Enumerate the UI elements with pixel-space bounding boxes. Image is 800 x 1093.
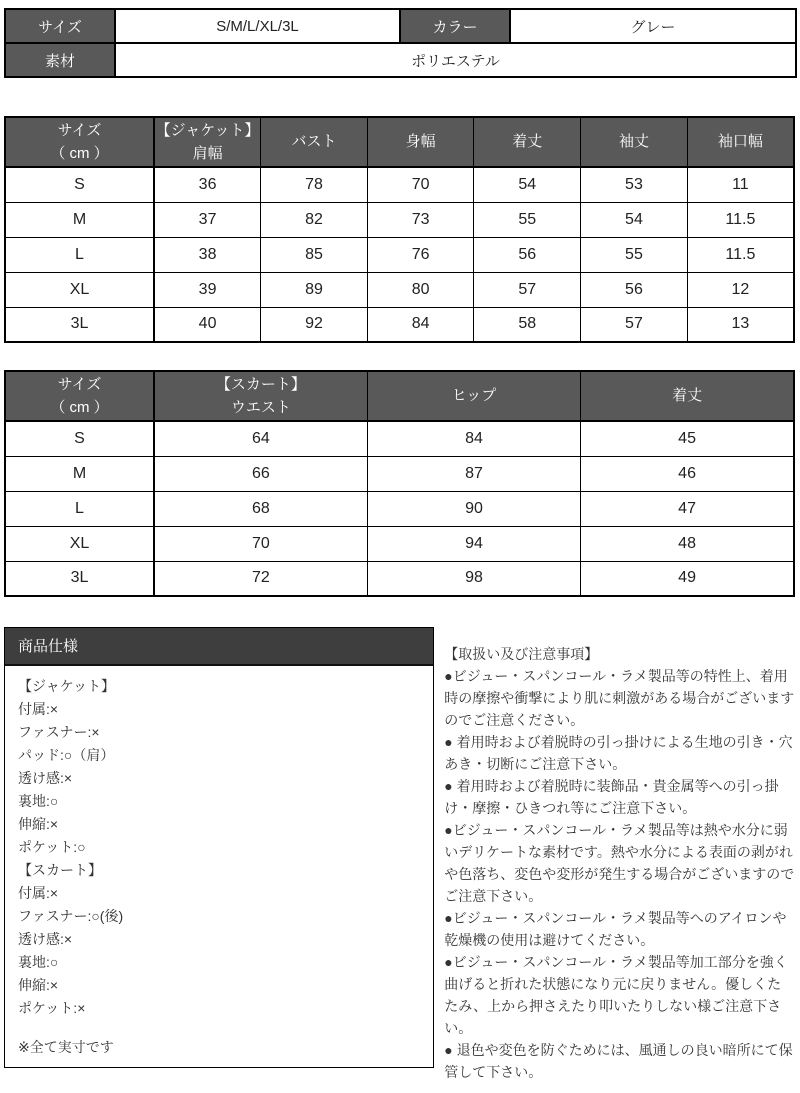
table-cell: 80 [367, 272, 474, 307]
text-line: 伸縮:× [18, 816, 59, 832]
table-cell: 45 [581, 421, 794, 456]
skirt-header-size [5, 371, 154, 421]
row-size-cell: S [5, 167, 154, 202]
table-cell: 13 [687, 307, 794, 342]
table-cell: 39 [154, 272, 261, 307]
row-size-cell: XL [5, 272, 154, 307]
jacket-size-table [4, 116, 795, 343]
care-notes-list [444, 665, 795, 1083]
row-size-cell: XL [5, 526, 154, 561]
text-line: ● 着用時および着脱時に装飾品・貴金属等への引っ掛け・摩擦・ひきつれ等にご注意下さい。 [444, 778, 779, 816]
skirt-header-size-line2: （ cm ） [50, 399, 109, 416]
table-row [5, 202, 794, 237]
text-line: 【ジャケット】 [18, 678, 116, 694]
table-row [5, 272, 794, 307]
jacket-header-bust: バスト [261, 117, 368, 167]
table-row [5, 526, 794, 561]
skirt-size-table [4, 370, 795, 597]
table-cell: 68 [154, 491, 367, 526]
jacket-header-cuff: 袖口幅 [687, 117, 794, 167]
table-cell: 85 [261, 237, 368, 272]
skirt-header-waist [154, 371, 367, 421]
text-line: ● 着用時および着脱時の引っ掛けによる生地の引き・穴あき・切断にご注意下さい。 [444, 734, 793, 772]
skirt-header-group: 【スカート】 [215, 375, 306, 393]
care-notes [444, 627, 795, 1083]
table-cell: 54 [474, 167, 581, 202]
table-cell: 57 [474, 272, 581, 307]
skirt-header-row [5, 371, 794, 421]
table-cell: 64 [154, 421, 367, 456]
table-row [5, 307, 794, 342]
color-label-cell: カラー [400, 9, 510, 43]
bottom-section [4, 627, 795, 1083]
jacket-header-sleeve: 袖丈 [581, 117, 688, 167]
table-cell: 70 [154, 526, 367, 561]
table-cell: 76 [367, 237, 474, 272]
text-line: ファスナー:○(後) [18, 908, 124, 924]
text-line: 伸縮:× [18, 977, 59, 993]
text-line: 【スカート】 [18, 862, 102, 878]
table-cell: 66 [154, 456, 367, 491]
table-row [5, 491, 794, 526]
table-cell: 94 [367, 526, 580, 561]
table-cell: 98 [367, 561, 580, 596]
row-size-cell: M [5, 456, 154, 491]
table-cell: 55 [474, 202, 581, 237]
summary-row-material [5, 43, 796, 77]
material-value-cell: ポリエステル [115, 43, 796, 77]
table-cell: 46 [581, 456, 794, 491]
product-spec-box [4, 627, 434, 1068]
color-value-cell: グレー [510, 9, 796, 43]
row-size-cell: L [5, 491, 154, 526]
summary-table [4, 8, 797, 78]
table-row [5, 561, 794, 596]
skirt-header-waist-label: ウエスト [230, 399, 291, 416]
skirt-header-size-line1: サイズ [57, 375, 102, 393]
table-cell: 57 [581, 307, 688, 342]
table-cell: 47 [581, 491, 794, 526]
product-spec-body [5, 666, 433, 1067]
text-line: 透け感:× [18, 770, 73, 786]
size-label-cell: サイズ [5, 9, 115, 43]
table-cell: 38 [154, 237, 261, 272]
table-cell: 70 [367, 167, 474, 202]
table-row [5, 167, 794, 202]
text-line: ファスナー:× [18, 724, 100, 740]
care-notes-title: 【取扱い及び注意事項】 [444, 646, 599, 662]
text-line: 裏地:○ [18, 793, 59, 809]
jacket-header-length: 着丈 [474, 117, 581, 167]
table-cell: 72 [154, 561, 367, 596]
table-cell: 54 [581, 202, 688, 237]
table-cell: 56 [474, 237, 581, 272]
table-cell: 58 [474, 307, 581, 342]
size-value-cell: S/M/L/XL/3L [115, 9, 400, 43]
table-cell: 90 [367, 491, 580, 526]
text-line: パッド:○（肩） [18, 747, 115, 763]
row-size-cell: S [5, 421, 154, 456]
table-cell: 48 [581, 526, 794, 561]
row-size-cell: 3L [5, 561, 154, 596]
skirt-header-hip: ヒップ [367, 371, 580, 421]
jacket-header-size-line2: （ cm ） [50, 145, 109, 162]
table-row [5, 421, 794, 456]
product-spec-title: 商品仕様 [5, 628, 433, 666]
table-cell: 53 [581, 167, 688, 202]
text-line: ●ビジュー・スパンコール・ラメ製品等は熱や水分に弱いデリケートな素材です。熱や水分による表面の剥がれや色落ち、変色や変形が発生する場合がございますのでご注意下さい。 [444, 822, 795, 904]
text-line: 付属:× [18, 701, 59, 717]
table-cell: 11.5 [687, 202, 794, 237]
table-cell: 78 [261, 167, 368, 202]
table-cell: 56 [581, 272, 688, 307]
text-line: ●ビジュー・スパンコール・ラメ製品等加工部分を強く曲げると折れた状態になり元に戻りません。優しくたたみ、上から押さえたり叩いたりしない様ご注意下さい。 [444, 954, 788, 1036]
jacket-header-shoulder [154, 117, 261, 167]
table-cell: 84 [367, 307, 474, 342]
table-cell: 55 [581, 237, 688, 272]
jacket-header-size [5, 117, 154, 167]
text-line: 透け感:× [18, 931, 73, 947]
skirt-header-length: 着丈 [581, 371, 794, 421]
table-cell: 92 [261, 307, 368, 342]
table-cell: 12 [687, 272, 794, 307]
actual-measurement-note: ※全て実寸です [18, 1039, 114, 1055]
jacket-header-row [5, 117, 794, 167]
row-size-cell: 3L [5, 307, 154, 342]
table-cell: 87 [367, 456, 580, 491]
jacket-header-group: 【ジャケット】 [155, 121, 260, 139]
table-row [5, 456, 794, 491]
material-label-cell: 素材 [5, 43, 115, 77]
table-cell: 84 [367, 421, 580, 456]
text-line: ●ビジュー・スパンコール・ラメ製品等へのアイロンや乾燥機の使用は避けてください。 [444, 910, 787, 948]
text-line: ポケット:× [18, 1000, 86, 1016]
table-cell: 11 [687, 167, 794, 202]
text-line: ●ビジュー・スパンコール・ラメ製品等の特性上、着用時の摩擦や衝撃により肌に刺激がある場合がございますのでご注意ください。 [444, 668, 795, 728]
table-row [5, 237, 794, 272]
table-cell: 89 [261, 272, 368, 307]
table-cell: 37 [154, 202, 261, 237]
text-line: ポケット:○ [18, 839, 86, 855]
table-cell: 82 [261, 202, 368, 237]
table-cell: 40 [154, 307, 261, 342]
summary-row-size-color [5, 9, 796, 43]
text-line: ● 退色や変色を防ぐためには、風通しの良い暗所にて保管して下さい。 [444, 1042, 793, 1080]
table-cell: 73 [367, 202, 474, 237]
row-size-cell: M [5, 202, 154, 237]
table-cell: 36 [154, 167, 261, 202]
text-line: 付属:× [18, 885, 59, 901]
product-spec-lines [18, 675, 420, 1020]
jacket-header-size-line1: サイズ [57, 121, 102, 139]
table-cell: 49 [581, 561, 794, 596]
jacket-header-shoulder-label: 肩幅 [192, 145, 223, 162]
table-cell: 11.5 [687, 237, 794, 272]
jacket-header-bodywidth: 身幅 [367, 117, 474, 167]
row-size-cell: L [5, 237, 154, 272]
text-line: 裏地:○ [18, 954, 59, 970]
